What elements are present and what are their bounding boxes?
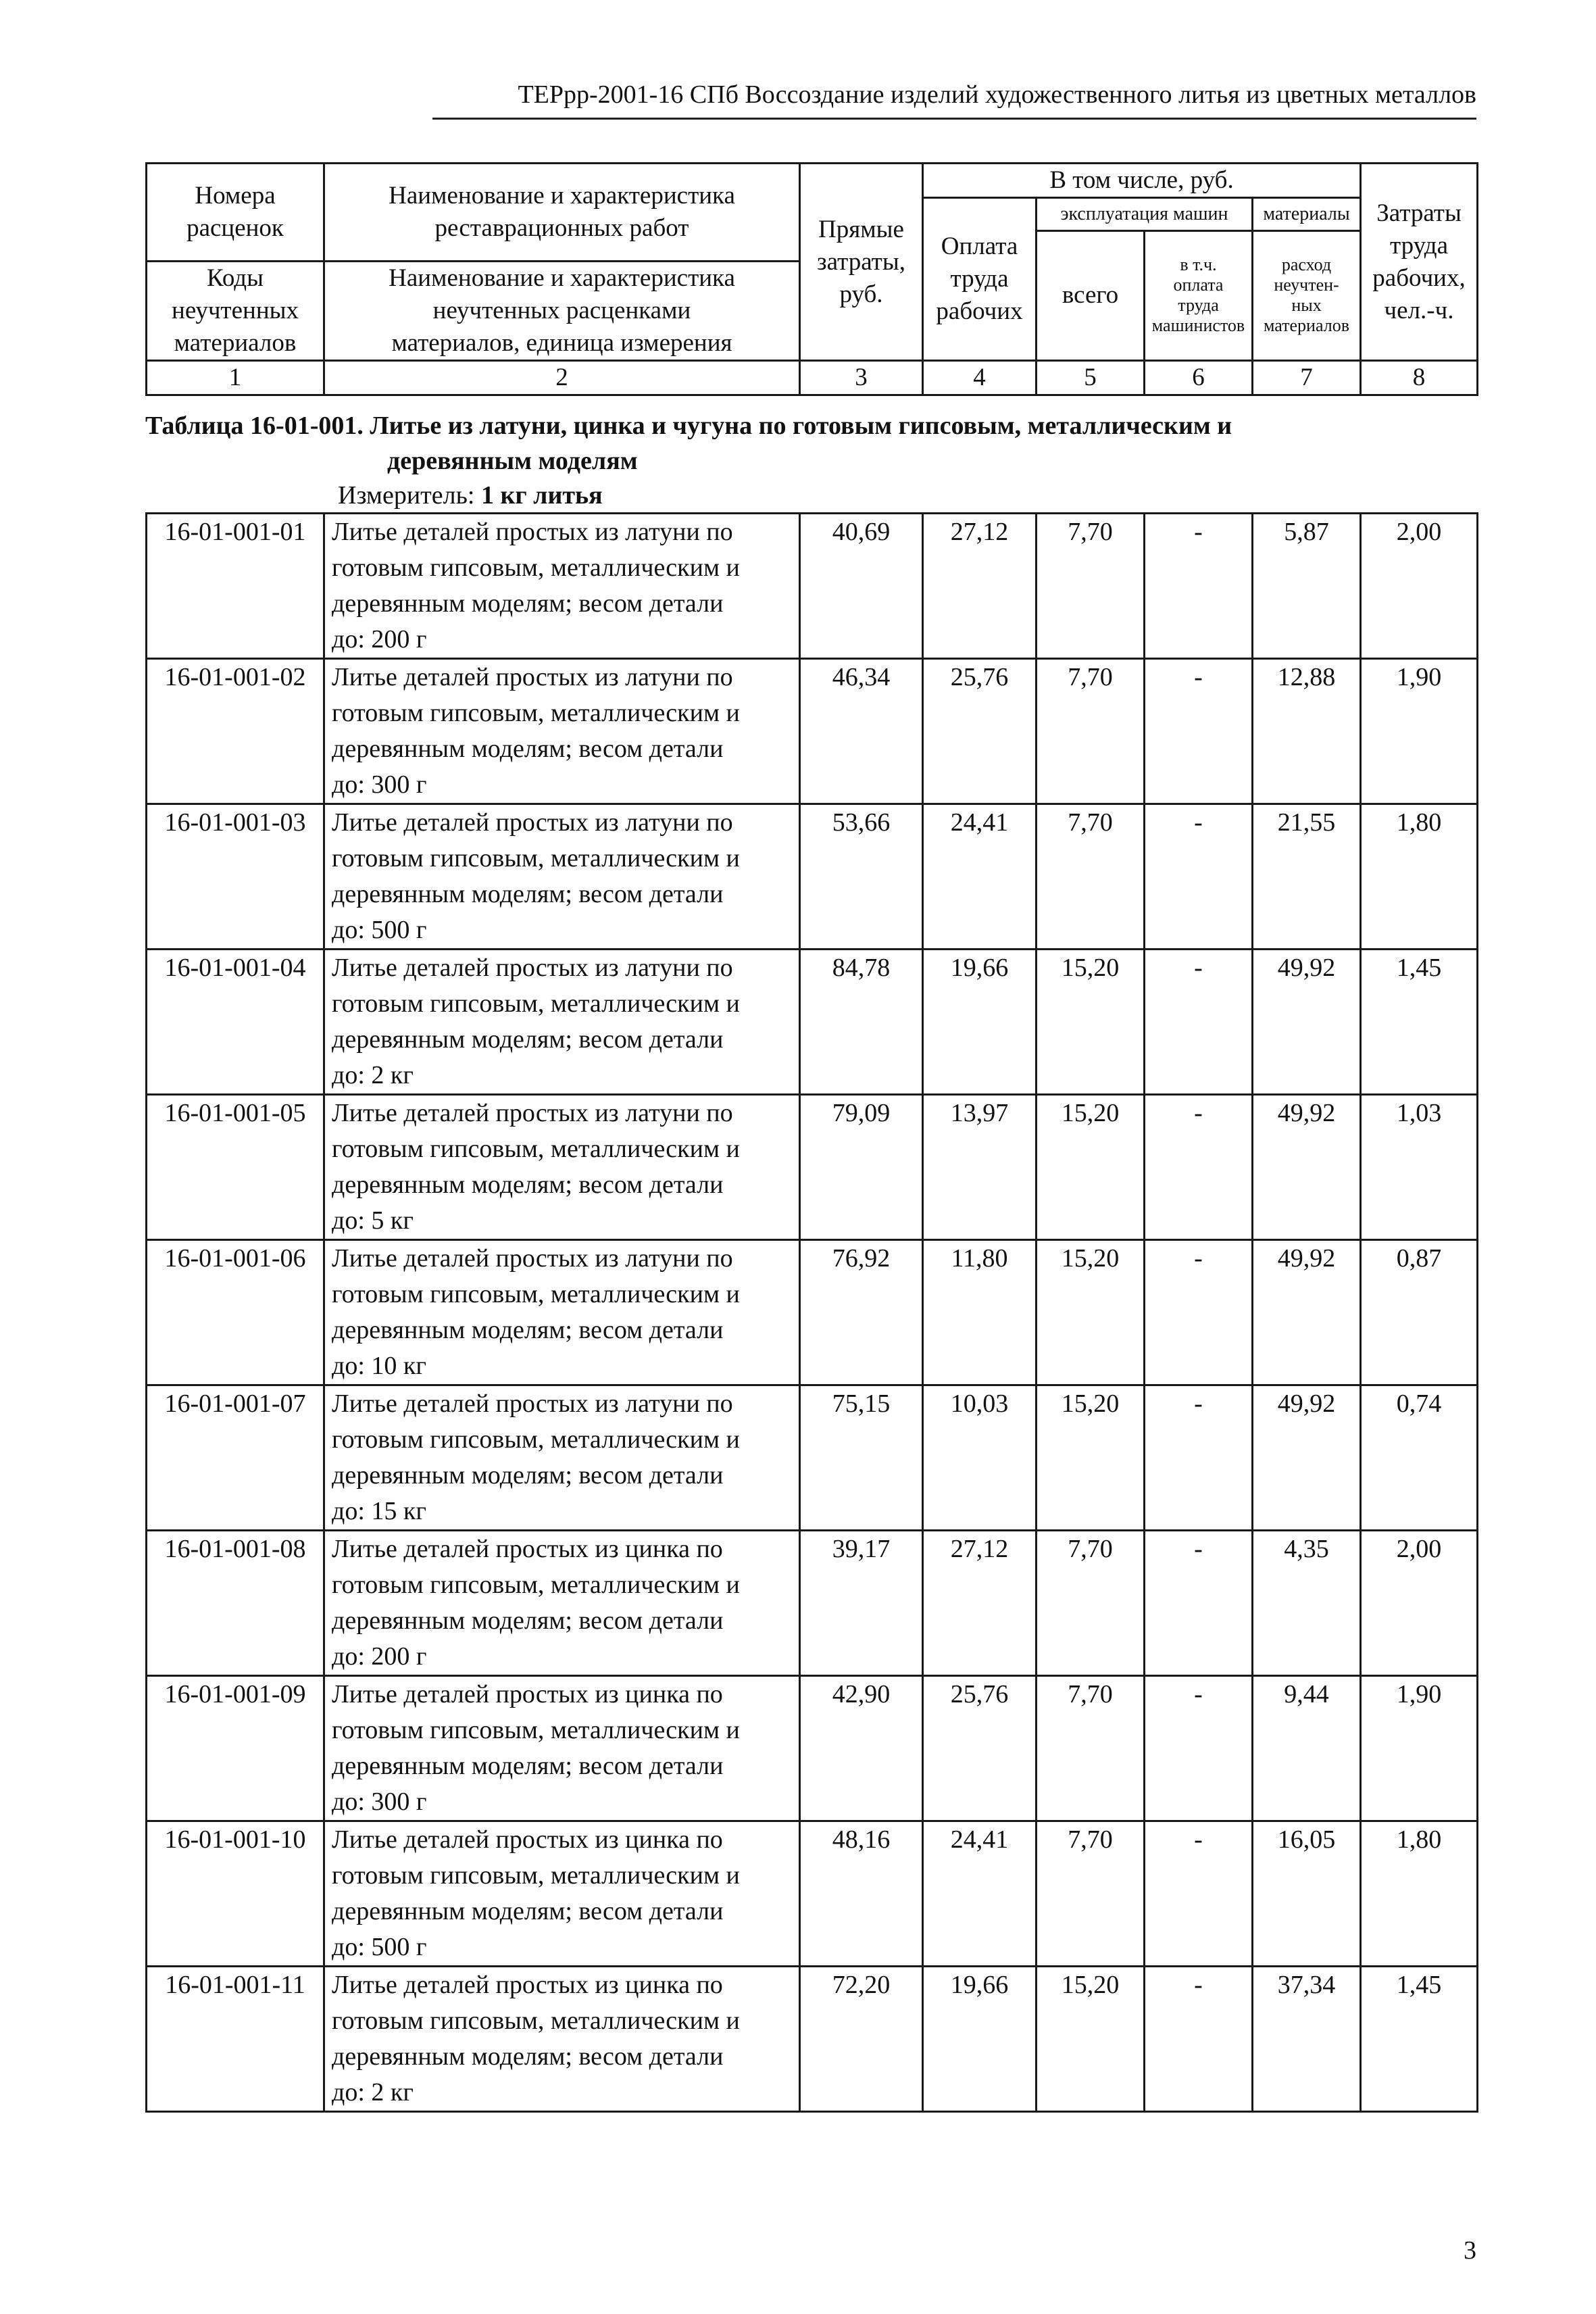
header-line: рабочих — [936, 297, 1023, 325]
header-line: неучтен- — [1274, 275, 1339, 295]
direct-costs-value: 39,17 — [800, 1531, 923, 1676]
table-row — [147, 1095, 1478, 1240]
worker-pay-value: 25,76 — [923, 1676, 1037, 1821]
column-number: 6 — [1145, 361, 1253, 395]
header-machine-operation: эксплуатация машин — [1037, 198, 1253, 231]
worker-pay-value: 11,80 — [923, 1240, 1037, 1385]
labor-hours-value: 2,00 — [1361, 514, 1478, 659]
rates-table — [145, 512, 1478, 2113]
header-line: неучтенных расценками — [432, 297, 691, 324]
worker-pay-value: 25,76 — [923, 659, 1037, 804]
description-line: Литье деталей простых из латуни по — [332, 1099, 733, 1127]
header-line: реставрационных работ — [434, 214, 689, 242]
table-row — [147, 1967, 1478, 2112]
description-line: готовым гипсовым, металлическим и — [332, 2007, 740, 2035]
table-row — [147, 1676, 1478, 1821]
machine-total-value: 7,70 — [1037, 804, 1145, 950]
header-line: расценок — [186, 214, 284, 242]
description-line: до: 2 кг — [332, 2078, 414, 2107]
direct-costs-value: 76,92 — [800, 1240, 923, 1385]
direct-costs-value: 84,78 — [800, 950, 923, 1095]
table-row — [147, 1240, 1478, 1385]
machinist-pay-value: - — [1145, 1240, 1253, 1385]
description-line: Литье деталей простых из латуни по — [332, 518, 733, 546]
table-row — [147, 950, 1478, 1095]
materials-value: 49,92 — [1253, 950, 1361, 1095]
description-line: деревянным моделям; весом детали — [332, 880, 724, 908]
rate-code: 16-01-001-07 — [147, 1385, 324, 1531]
document-header-title: ТЕРрр-2001-16 СПб Воссоздание изделий художественного литья из цветных металлов — [518, 80, 1476, 109]
machine-total-value: 7,70 — [1037, 659, 1145, 804]
description-line: Литье деталей простых из латуни по — [332, 1244, 733, 1273]
labor-hours-value: 1,90 — [1361, 1676, 1478, 1821]
description-line: до: 300 г — [332, 770, 427, 799]
header-direct-costs — [800, 164, 923, 361]
materials-value: 16,05 — [1253, 1821, 1361, 1967]
direct-costs-value: 53,66 — [800, 804, 923, 950]
direct-costs-value: 75,15 — [800, 1385, 923, 1531]
description-line: готовым гипсовым, металлическим и — [332, 1716, 740, 1744]
machinist-pay-value: - — [1145, 950, 1253, 1095]
rate-code: 16-01-001-10 — [147, 1821, 324, 1967]
description-line: деревянным моделям; весом детали — [332, 1897, 724, 1925]
machinist-pay-value: - — [1145, 1676, 1253, 1821]
materials-value: 37,34 — [1253, 1967, 1361, 2112]
header-material-name — [324, 262, 800, 361]
column-number: 5 — [1037, 361, 1145, 395]
rate-code: 16-01-001-09 — [147, 1676, 324, 1821]
header-work-name — [324, 164, 800, 262]
header-line: руб. — [839, 280, 883, 308]
machinist-pay-value: - — [1145, 1385, 1253, 1531]
header-worker-pay — [923, 198, 1037, 361]
materials-value: 49,92 — [1253, 1095, 1361, 1240]
worker-pay-value: 27,12 — [923, 1531, 1037, 1676]
header-line: Номера — [195, 182, 276, 210]
description-line: готовым гипсовым, металлическим и — [332, 699, 740, 727]
description-line: деревянным моделям; весом детали — [332, 1171, 724, 1199]
description-line: Литье деталей простых из цинка по — [332, 1971, 723, 1999]
header-line: неучтенных — [172, 297, 299, 324]
machinist-pay-value: - — [1145, 1531, 1253, 1676]
measure-label: Измеритель: — [338, 481, 475, 510]
description-line: Литье деталей простых из латуни по — [332, 663, 733, 691]
labor-hours-value: 0,87 — [1361, 1240, 1478, 1385]
description-line: деревянным моделям; весом детали — [332, 589, 724, 618]
worker-pay-value: 24,41 — [923, 804, 1037, 950]
header-including-group: В том числе, руб. — [923, 164, 1361, 198]
description-line: готовым гипсовым, металлическим и — [332, 989, 740, 1018]
description-line: Литье деталей простых из латуни по — [332, 954, 733, 982]
machinist-pay-value: - — [1145, 804, 1253, 950]
table-row — [147, 1385, 1478, 1531]
header-line: материалов — [1264, 316, 1349, 336]
description-line: деревянным моделям; весом детали — [332, 735, 724, 763]
description-line: деревянным моделям; весом детали — [332, 1752, 724, 1780]
rate-description — [324, 1676, 800, 1821]
table-caption-line-2: деревянным моделям — [387, 447, 638, 475]
worker-pay-value: 10,03 — [923, 1385, 1037, 1531]
rate-code: 16-01-001-02 — [147, 659, 324, 804]
machine-total-value: 7,70 — [1037, 1676, 1145, 1821]
description-line: готовым гипсовым, металлическим и — [332, 553, 740, 582]
description-line: до: 10 кг — [332, 1352, 426, 1380]
rate-description — [324, 1240, 800, 1385]
description-line: Литье деталей простых из цинка по — [332, 1680, 723, 1708]
labor-hours-value: 1,03 — [1361, 1095, 1478, 1240]
description-line: готовым гипсовым, металлическим и — [332, 844, 740, 872]
header-line: материалов — [174, 329, 297, 357]
description-line: до: 15 кг — [332, 1497, 426, 1525]
direct-costs-value: 46,34 — [800, 659, 923, 804]
worker-pay-value: 13,97 — [923, 1095, 1037, 1240]
rate-code: 16-01-001-01 — [147, 514, 324, 659]
labor-hours-value: 1,45 — [1361, 1967, 1478, 2112]
header-line: в т.ч. — [1180, 255, 1217, 275]
rate-code: 16-01-001-11 — [147, 1967, 324, 2112]
description-line: Литье деталей простых из латуни по — [332, 1389, 733, 1418]
materials-value: 5,87 — [1253, 514, 1361, 659]
machine-total-value: 15,20 — [1037, 1095, 1145, 1240]
description-line: деревянным моделям; весом детали — [332, 1461, 724, 1490]
header-unaccounted-materials — [1253, 230, 1361, 361]
description-line: готовым гипсовым, металлическим и — [332, 1135, 740, 1163]
header-materials: материалы — [1253, 198, 1361, 231]
table-row — [147, 804, 1478, 950]
labor-hours-value: 1,45 — [1361, 950, 1478, 1095]
direct-costs-value: 48,16 — [800, 1821, 923, 1967]
description-line: до: 5 кг — [332, 1206, 414, 1235]
rate-code: 16-01-001-03 — [147, 804, 324, 950]
materials-value: 12,88 — [1253, 659, 1361, 804]
worker-pay-value: 19,66 — [923, 1967, 1037, 2112]
rate-code: 16-01-001-04 — [147, 950, 324, 1095]
column-number: 1 — [147, 361, 324, 395]
table-caption — [145, 408, 1362, 478]
description-line: готовым гипсовым, металлическим и — [332, 1280, 740, 1308]
direct-costs-value: 72,20 — [800, 1967, 923, 2112]
column-number: 7 — [1253, 361, 1361, 395]
description-line: деревянным моделям; весом детали — [332, 1316, 724, 1344]
materials-value: 9,44 — [1253, 1676, 1361, 1821]
header-line: труда — [1389, 231, 1449, 260]
header-rate-numbers — [147, 164, 324, 262]
machine-total-value: 7,70 — [1037, 1531, 1145, 1676]
labor-hours-value: 0,74 — [1361, 1385, 1478, 1531]
description-line: до: 500 г — [332, 1933, 427, 1961]
machinist-pay-value: - — [1145, 659, 1253, 804]
header-material-codes — [147, 262, 324, 361]
description-line: Литье деталей простых из цинка по — [332, 1535, 723, 1563]
header-line: материалов, единица измерения — [391, 329, 732, 357]
header-line: ных — [1291, 295, 1322, 316]
column-header-table — [145, 162, 1478, 396]
page-number: 3 — [1464, 2236, 1476, 2265]
rate-description — [324, 804, 800, 950]
machine-total-value: 7,70 — [1037, 514, 1145, 659]
header-line: рабочих, — [1372, 264, 1466, 292]
machinist-pay-value: - — [1145, 1095, 1253, 1240]
description-line: деревянным моделям; весом детали — [332, 1025, 724, 1054]
description-line: деревянным моделям; весом детали — [332, 1606, 724, 1635]
measure-unit — [338, 480, 603, 511]
labor-hours-value: 1,90 — [1361, 659, 1478, 804]
header-line: затраты, — [817, 247, 905, 276]
header-line: Затраты — [1376, 199, 1462, 227]
rate-description — [324, 659, 800, 804]
worker-pay-value: 24,41 — [923, 1821, 1037, 1967]
header-line: Коды — [207, 264, 264, 292]
header-labor-hours — [1361, 164, 1478, 361]
description-line: до: 500 г — [332, 916, 427, 944]
rate-description — [324, 514, 800, 659]
description-line: до: 300 г — [332, 1788, 427, 1816]
description-line: деревянным моделям; весом детали — [332, 2042, 724, 2071]
materials-value: 21,55 — [1253, 804, 1361, 950]
machine-total-value: 15,20 — [1037, 1967, 1145, 2112]
column-number: 4 — [923, 361, 1037, 395]
header-line: машинистов — [1151, 316, 1245, 336]
table-row — [147, 659, 1478, 804]
header-rule — [432, 118, 1476, 120]
labor-hours-value: 1,80 — [1361, 1821, 1478, 1967]
header-machinist-pay — [1145, 230, 1253, 361]
header-line: оплата — [1173, 275, 1224, 295]
header-line: Оплата — [941, 232, 1018, 260]
machine-total-value: 7,70 — [1037, 1821, 1145, 1967]
description-line: готовым гипсовым, металлическим и — [332, 1571, 740, 1599]
materials-value: 4,35 — [1253, 1531, 1361, 1676]
description-line: готовым гипсовым, металлическим и — [332, 1861, 740, 1890]
rate-description — [324, 1095, 800, 1240]
description-line: до: 2 кг — [332, 1061, 414, 1089]
column-number: 3 — [800, 361, 923, 395]
worker-pay-value: 27,12 — [923, 514, 1037, 659]
direct-costs-value: 40,69 — [800, 514, 923, 659]
machine-total-value: 15,20 — [1037, 1385, 1145, 1531]
table-row — [147, 1821, 1478, 1967]
machine-total-value: 15,20 — [1037, 950, 1145, 1095]
materials-value: 49,92 — [1253, 1385, 1361, 1531]
worker-pay-value: 19,66 — [923, 950, 1037, 1095]
rate-description — [324, 1531, 800, 1676]
rate-description — [324, 950, 800, 1095]
rate-description — [324, 1821, 800, 1967]
machinist-pay-value: - — [1145, 1821, 1253, 1967]
header-line: труда — [1178, 295, 1219, 316]
labor-hours-value: 1,80 — [1361, 804, 1478, 950]
table-row — [147, 1531, 1478, 1676]
machinist-pay-value: - — [1145, 1967, 1253, 2112]
rate-description — [324, 1967, 800, 2112]
header-machine-total: всего — [1037, 230, 1145, 361]
header-line: чел.-ч. — [1384, 296, 1454, 324]
column-number: 8 — [1361, 361, 1478, 395]
direct-costs-value: 79,09 — [800, 1095, 923, 1240]
header-line: расход — [1281, 255, 1332, 275]
direct-costs-value: 42,90 — [800, 1676, 923, 1821]
description-line: до: 200 г — [332, 625, 427, 654]
rate-code: 16-01-001-05 — [147, 1095, 324, 1240]
table-row — [147, 514, 1478, 659]
rate-code: 16-01-001-06 — [147, 1240, 324, 1385]
rate-description — [324, 1385, 800, 1531]
header-line: Наименование и характеристика — [389, 264, 735, 292]
description-line: до: 200 г — [332, 1642, 427, 1671]
labor-hours-value: 2,00 — [1361, 1531, 1478, 1676]
machinist-pay-value: - — [1145, 514, 1253, 659]
header-line: Наименование и характеристика — [389, 182, 735, 210]
description-line: Литье деталей простых из латуни по — [332, 808, 733, 837]
column-number: 2 — [324, 361, 800, 395]
header-line: Прямые — [818, 215, 904, 243]
table-caption-line-1: Таблица 16-01-001. Литье из латуни, цинка и чугуна по готовым гипсовым, металлическим и — [145, 412, 1232, 440]
rate-code: 16-01-001-08 — [147, 1531, 324, 1676]
description-line: готовым гипсовым, металлическим и — [332, 1425, 740, 1454]
header-line: труда — [950, 265, 1009, 293]
machine-total-value: 15,20 — [1037, 1240, 1145, 1385]
measure-value: 1 кг литья — [481, 481, 603, 510]
description-line: Литье деталей простых из цинка по — [332, 1825, 723, 1854]
materials-value: 49,92 — [1253, 1240, 1361, 1385]
